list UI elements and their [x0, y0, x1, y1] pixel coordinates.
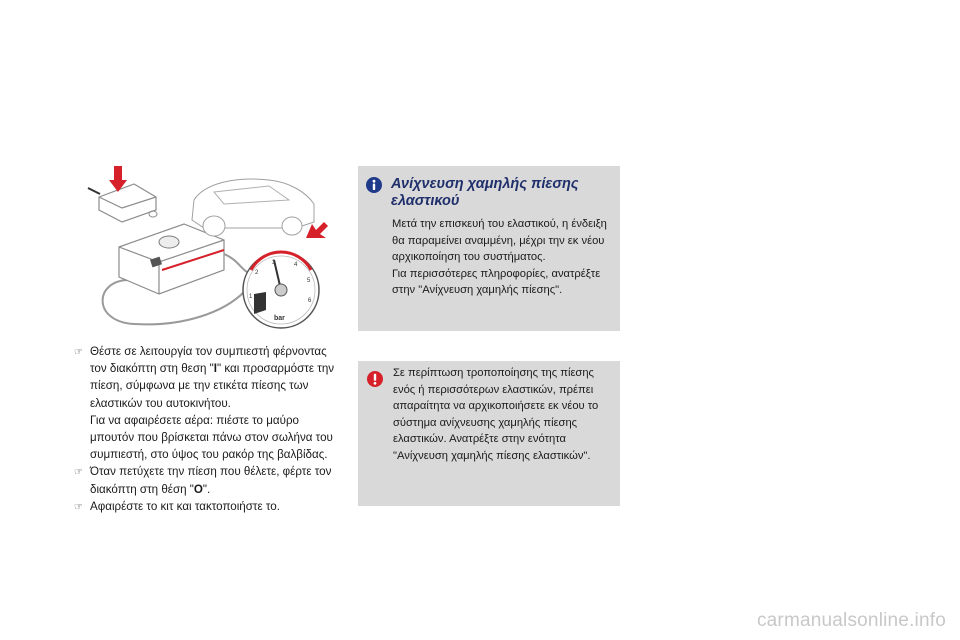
- info-box-body: [392, 216, 614, 299]
- compressor-drawing: [74, 162, 336, 334]
- switch-position-off: O: [193, 482, 203, 496]
- info-box: [358, 166, 620, 331]
- gauge-tick-2: 2: [255, 270, 259, 276]
- gauge-tick-1: 1: [249, 294, 253, 300]
- arrow-bullet-icon: ☞: [74, 501, 83, 513]
- instruction-step-3: [74, 498, 336, 515]
- step-1-text-before: Θέστε σε λειτουργία τον συμπιεστή φέρνοντας τον διακόπτη στη θεση ": [90, 345, 327, 376]
- compressor-illustration: [74, 162, 336, 334]
- gauge-tick-3: 3: [272, 260, 276, 266]
- info-box-paragraph-2: Για περισσότερες πληροφορίες, ανατρέξτε στην "Ανίχνευση χαμηλής πίεσης".: [392, 267, 601, 297]
- gauge-tick-6: 6: [308, 298, 312, 304]
- arrow-bullet-icon: ☞: [74, 347, 83, 358]
- gauge-unit-label: bar: [274, 315, 285, 322]
- instruction-step-2: [74, 463, 336, 497]
- warning-icon: [367, 371, 383, 387]
- gauge-tick-5: 5: [307, 278, 311, 284]
- step-2-text-after: ".: [202, 482, 211, 496]
- info-box-title: Ανίχνευση χαμηλής πίεσης ελαστικού: [391, 176, 579, 209]
- info-box-paragraph-1: Μετά την επισκευή του ελαστικού, η ένδειξη θα παραμείνει αναμμένη, μέχρι την εκ νέου αρχικοποίηση του συστήματος.: [392, 218, 607, 264]
- info-icon: [366, 177, 382, 193]
- warning-box-text: Σε περίπτωση τροποποίησης της πίεσης ενός ή περισσότερων ελαστικών, πρέπει απαραίτητα να αρχικοποιήσετε εκ νέου το σύστημα ανίχνευσης χαμηλής πίεσης ελαστικών. Ανατρέξτε στην ενότητα "Ανίχνευση χαμηλής πίεσης ελαστικών".: [393, 367, 599, 462]
- watermark: carmanualsonline.info: [756, 610, 946, 631]
- step-2-text-before: Όταν πετύχετε την πίεση που θέλετε, φέρτε τον διακόπτη στη θέση ": [90, 465, 332, 496]
- step-2-paragraph: [90, 463, 336, 497]
- instruction-step-1: [74, 343, 336, 463]
- step-1-paragraph-1: [90, 343, 336, 412]
- step-3-paragraph: Αφαιρέστε το κιτ και τακτοποιήστε το.: [90, 499, 280, 513]
- step-1-text-after: " και προσαρμόστε την πίεση, σύμφωνα με την ετικέτα πίεσης των ελαστικών του αυτοκινήτου.: [90, 362, 335, 410]
- warning-box: [358, 361, 620, 506]
- switch-position-on: I: [213, 362, 217, 376]
- step-1-paragraph-2: Για να αφαιρέσετε αέρα: πιέστε το μαύρο μπουτόν που βρίσκεται πάνω στον σωλήνα του συμπιεστή, στο ύψος του ρακόρ της βαλβίδας.: [90, 413, 333, 462]
- arrow-bullet-icon: ☞: [74, 467, 83, 479]
- instruction-list: [74, 343, 336, 515]
- gauge-tick-4: 4: [294, 262, 298, 268]
